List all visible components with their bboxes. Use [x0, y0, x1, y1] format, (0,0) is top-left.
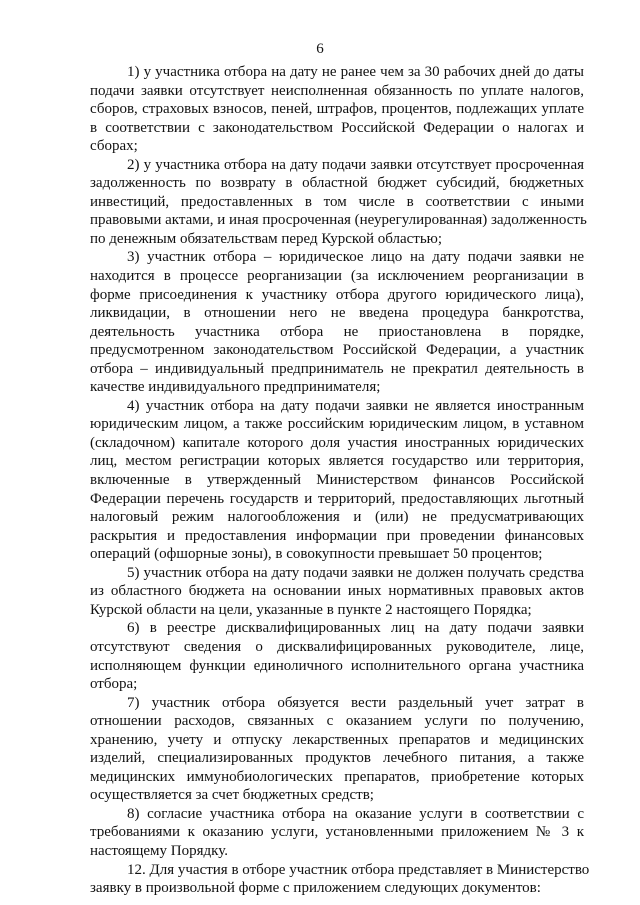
- text-line: настоящему Порядку.: [90, 842, 228, 859]
- text-line: 8) согласие участника отбора на оказание услуги в соответствии с: [127, 805, 584, 822]
- text-line: медицинских иммунобиологических препаратов, приобретение которых: [90, 768, 584, 785]
- text-line: ликвидации, в отношении него не введена процедура банкротства,: [90, 305, 584, 322]
- text-line: изделий, специализированных продуктов лечебного питания, а также: [90, 750, 584, 767]
- text-line: 7) участник отбора обязуется вести раздельный учет затрат в: [127, 694, 584, 711]
- text-line: подачи заявки отсутствует неисполненная обязанность по уплате налогов,: [90, 82, 584, 99]
- paragraph-item-4: [90, 397, 584, 564]
- paragraph-item-2: [90, 156, 587, 249]
- text-line: качестве индивидуального предпринимателя;: [90, 379, 381, 396]
- text-line: хранению, учету и отпуску лекарственных препаратов и медицинских: [90, 731, 584, 748]
- text-line: сборов, страховых взносов, пеней, штрафов, процентов, подлежащих уплате: [90, 101, 584, 118]
- text-line: 12. Для участия в отборе участник отбора представляет в Министерство: [127, 861, 590, 878]
- text-line: сборах;: [90, 138, 138, 155]
- text-line: юридическим лицом, а также российским юридическим лицом, в уставном: [90, 416, 584, 433]
- text-line: отношении расходов, связанных с оказанием услуги по получению,: [90, 713, 584, 730]
- text-line: 1) у участника отбора на дату не ранее чем за 30 рабочих дней до даты: [127, 64, 584, 80]
- text-line: по денежным обязательствам перед Курской областью;: [90, 230, 443, 247]
- document-body: [90, 63, 590, 898]
- text-line: исполняющем функции единоличного исполнительного органа участника: [90, 657, 584, 674]
- text-line: лиц, местом регистрации которых является государство или территория,: [90, 453, 584, 470]
- text-line: правовыми актами, и иная просроченная (неурегулированная) задолженность: [90, 212, 587, 229]
- text-line: деятельность участника отбора не приостановлена в порядке,: [90, 323, 584, 340]
- text-line: Курской области на цели, указанные в пункте 2 настоящего Порядка;: [90, 601, 532, 618]
- text-line: операций (офшорные зоны), в совокупности превышает 50 процентов;: [90, 546, 543, 563]
- paragraph-item-1: [90, 63, 584, 156]
- text-line: отбора – индивидуальный предприниматель не прекратил деятельность в: [90, 360, 584, 377]
- text-line: задолженность по возврату в областной бюджет субсидий, бюджетных: [90, 175, 584, 192]
- text-line: (складочном) капитале которого доля участия иностранных юридических: [90, 434, 584, 451]
- text-line: предусмотренном законодательством Российской Федерации, а участник: [90, 342, 584, 359]
- paragraph-item-5: [90, 564, 584, 620]
- text-line: требованиями к оказанию услуги, установленными приложением № 3 к: [90, 824, 584, 841]
- paragraph-item-7: [90, 694, 584, 805]
- text-line: инвестиций, предоставленных в том числе в соответствии с иными: [90, 193, 584, 210]
- text-line: отсутствуют сведения о дисквалифицированных руководителе, лице,: [90, 638, 584, 655]
- text-line: 3) участник отбора – юридическое лицо на дату подачи заявки не: [127, 249, 584, 266]
- text-line: 6) в реестре дисквалифицированных лиц на дату подачи заявки: [127, 620, 584, 637]
- text-line: из областного бюджета на основании иных нормативных правовых актов: [90, 583, 584, 600]
- text-line: форме присоединения к участнику отбора другого юридического лица),: [90, 286, 584, 303]
- paragraph-item-6: [90, 619, 584, 693]
- text-line: 5) участник отбора на дату подачи заявки не должен получать средства: [127, 564, 584, 581]
- text-line: включенные в утвержденный Министерством финансов Российской: [90, 472, 584, 489]
- text-line: Федерации перечень государств и территорий, предоставляющих льготный: [90, 490, 584, 507]
- text-line: находится в процессе реорганизации (за исключением реорганизации в: [90, 268, 584, 285]
- text-line: раскрытия и предоставления информации при проведении финансовых: [90, 527, 584, 544]
- paragraph-item-8: [90, 805, 584, 861]
- paragraph-item-3: [90, 248, 584, 396]
- text-line: отбора;: [90, 676, 138, 693]
- paragraph-item-12: [90, 861, 590, 898]
- page-number: 6: [316, 41, 324, 57]
- text-line: в соответствии с законодательством Российской Федерации о налогах и: [90, 119, 584, 136]
- text-line: налоговый режим налогообложения и (или) не предусматривающих: [90, 509, 584, 526]
- text-line: заявку в произвольной форме с приложением следующих документов:: [90, 880, 541, 897]
- text-line: 4) участник отбора на дату подачи заявки не является иностранным: [127, 397, 584, 414]
- text-line: осуществляется за счет бюджетных средств;: [90, 787, 374, 804]
- text-line: 2) у участника отбора на дату подачи заявки отсутствует просроченная: [127, 156, 584, 173]
